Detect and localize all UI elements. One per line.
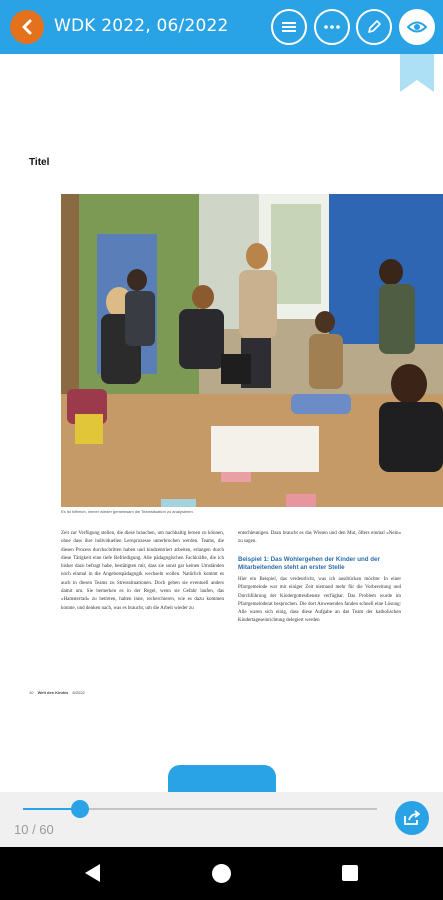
page-footer xyxy=(29,690,85,695)
article-paragraph: Hier ein Beispiel, das verdeutlicht, was ich ausdrücken möchte: In einer Pfarrgemeinde war mit einiger Zeit niemand mehr für die Vorbereitung und Durchführung der Kindergottesdienste verfügbar. Das Problem wurde im Pfarrgemeinderat besprochen. Die dort Anwesenden fanden schnell eine Lösung: Alle waren sich einig, dass diese Aufgabe an das Team der katholischen Kindertageseinrichtung delegiert werden xyxy=(238,577,401,624)
chevron-left-icon xyxy=(20,19,34,35)
photo-caption: Es ist hilfreich, immer wieder gemeinsam die Teamsituation zu analysieren. xyxy=(61,509,194,514)
share-button[interactable] xyxy=(395,801,429,835)
footer-issue: 6/2022 xyxy=(72,690,85,695)
list-menu-icon xyxy=(281,20,297,34)
footer-page-number: 10 xyxy=(29,690,34,695)
android-nav-bar xyxy=(0,847,443,900)
article-paragraph: entschleunigen. Dazu braucht es das Wissen und den Mut, öfters einmal »Nein« zu sagen. xyxy=(238,531,401,545)
article-subheading: Beispiel 1: Das Wohlergehen der Kinder und der Mitarbeitenden steht an erster Stelle xyxy=(238,555,380,571)
footer-magazine-name: Welt des Kindes xyxy=(37,690,69,695)
android-back-icon[interactable] xyxy=(85,864,100,882)
page-heading: Titel xyxy=(29,157,50,168)
bottom-sheet-handle[interactable] xyxy=(168,765,276,795)
eye-icon xyxy=(407,20,427,34)
table-of-contents-button[interactable] xyxy=(271,9,307,45)
android-home-icon[interactable] xyxy=(212,864,231,883)
android-recents-icon[interactable] xyxy=(342,865,358,881)
page-counter: 10 / 60 xyxy=(14,822,54,837)
more-options-button[interactable] xyxy=(314,9,350,45)
bookmark-icon xyxy=(400,54,434,92)
pencil-icon xyxy=(366,19,382,35)
article-column-right xyxy=(238,530,401,626)
page-controls xyxy=(0,792,443,847)
bookmark-ribbon[interactable] xyxy=(400,54,434,92)
article-paragraph: Zeit zur Verfügung stellen, die diese brauchen, um nachhaltig lernen zu können, ohne dass ihre individuellen Lernprozesse unterbrochen werden. Teams, die diesen Prozess durchschritten haben und kindzentriert arbeiten, erlangen durch diese Tätigkeit eine tiefe Befriedigung. Alle pädagogischen Fachkräfte, die ich bisher dazu befragt habe, bestätigten mir, dass sie sonst gar keinen Umständen noch einmal in die Angebotspädagogik wechseln wollen. Natürlich kommt es auch in diesen Teams zu Stresssituationen. Doch geben sie eventuell anders damit um. Sie bemerken es in der Regel, wenn sie Gefahr laufen, das »Hamsterrad« zu betreten, halten inne, recherchieren, wie es dazu kommen konnte, und denken nach, was es braucht, um die Arbeit wieder zu xyxy=(61,531,224,611)
more-dots-icon xyxy=(323,24,341,30)
article-column-left xyxy=(61,530,224,613)
page-slider-thumb[interactable] xyxy=(71,800,89,818)
share-icon xyxy=(403,810,421,826)
view-mode-button[interactable] xyxy=(399,9,435,45)
app-bar xyxy=(0,0,443,54)
document-title: WDK 2022, 06/2022 xyxy=(54,16,229,36)
article-photo xyxy=(61,194,443,507)
annotate-button[interactable] xyxy=(356,9,392,45)
back-button[interactable] xyxy=(10,10,44,44)
